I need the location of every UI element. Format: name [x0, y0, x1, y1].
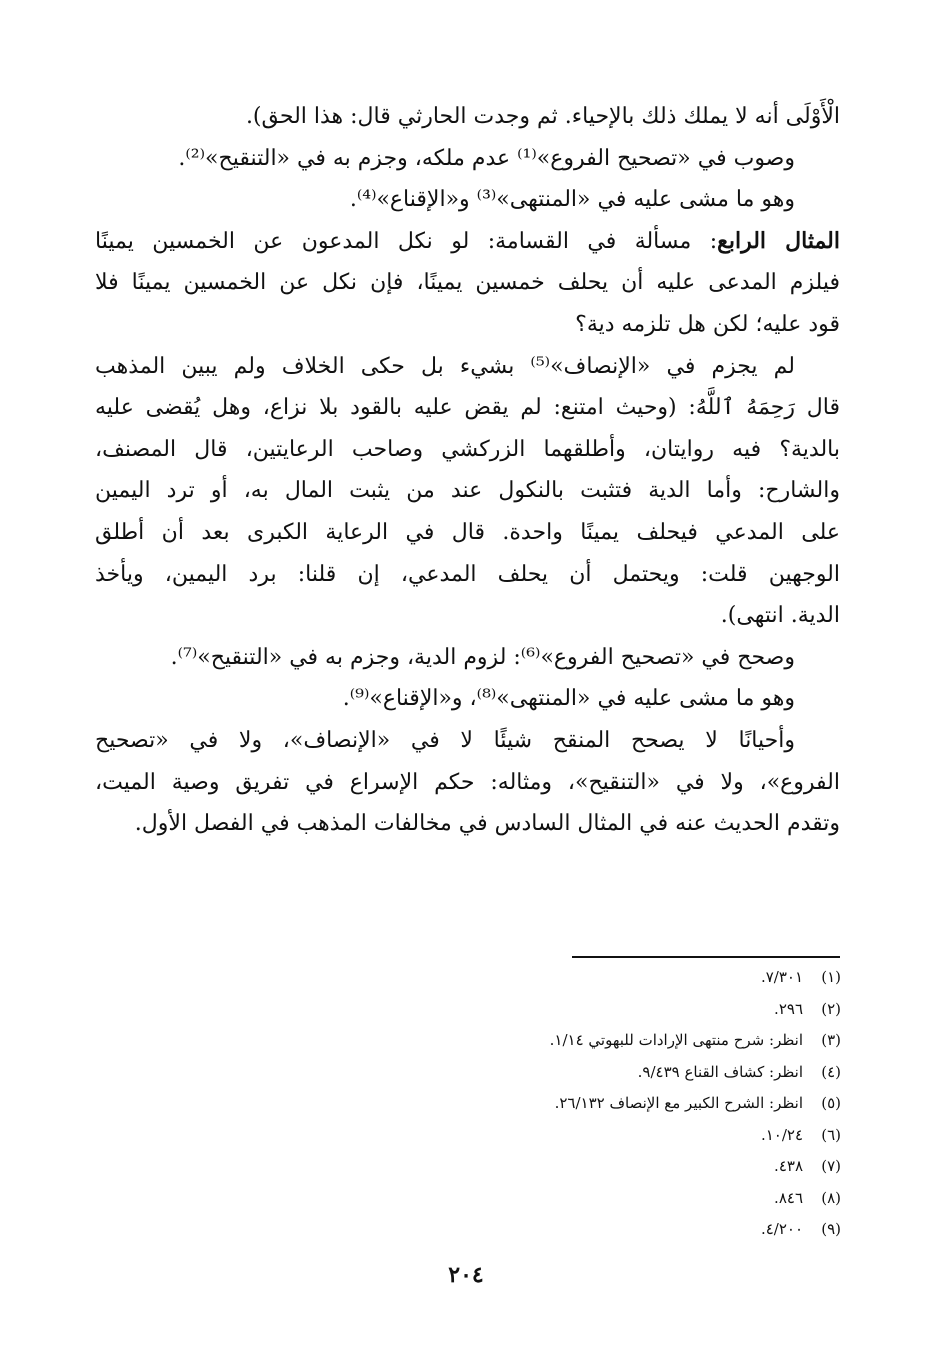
footnote-text: انظر: الشرح الكبير مع الإنصاف ٢٦/١٣٢. [554, 1094, 803, 1112]
paragraph-line [95, 595, 840, 637]
line-text: الدية. انتهى). [720, 603, 840, 629]
line-text: على المدعي فيحلف يمينًا واحدة. قال في الرعاية الكبرى بعد أن أطلق [95, 519, 840, 545]
body-paragraph [95, 637, 840, 679]
paragraph-line [95, 803, 840, 845]
paragraph-line [95, 179, 840, 221]
footnote-text: ١٠/٢٤. [760, 1125, 803, 1144]
footnote-text: ٧/٣٠١. [760, 968, 803, 986]
footnote-divider [572, 956, 840, 958]
paragraph-line [95, 512, 840, 554]
footnote-number: (٨) [821, 1188, 841, 1207]
footnote-item [300, 1120, 841, 1152]
paragraph-line [95, 554, 840, 596]
footnote-item [300, 1214, 841, 1246]
body-paragraph [95, 678, 840, 720]
paragraph-line [95, 429, 840, 471]
paragraph-line [95, 221, 840, 263]
line-text: : مسألة في القسامة: لو نكل المدعون عن الخمسين يمينًا [95, 228, 718, 254]
body-paragraph [95, 179, 840, 221]
body-paragraph [95, 346, 840, 637]
footnote-number: (١) [821, 968, 841, 986]
line-text: وصوب في «تصحيح الفروع»⁽¹⁾ عدم ملكه، وجزم به في «التنقيح»⁽²⁾. [178, 145, 795, 171]
footnote-number: (٥) [821, 1094, 841, 1112]
paragraph-line [95, 470, 840, 512]
footnote-item [300, 994, 841, 1026]
paragraph-line [95, 678, 840, 720]
footnote-item [300, 1025, 841, 1057]
body-paragraph [95, 221, 840, 346]
line-text: بالدية؟ فيه روايتان، وأطلقهما الزركشي وصاحب الرعايتين، قال المصنف، [95, 436, 840, 462]
footnote-text: ٤٣٨. [774, 1157, 803, 1175]
footnote-item [300, 1088, 841, 1120]
paragraph-line [95, 762, 840, 804]
footnote-text: ٢٩٦. [774, 999, 803, 1018]
paragraph-line [95, 387, 840, 429]
line-text: لم يجزم في «الإنصاف»⁽⁵⁾ بشيء بل حكى الخلاف ولم يبين المذهب [95, 353, 795, 379]
footnote-text: ٤/٢٠٠. [760, 1220, 803, 1238]
line-text: وصحح في «تصحيح الفروع»⁽⁶⁾: لزوم الدية، وجزم به في «التنقيح»⁽⁷⁾. [170, 644, 795, 670]
line-text: وأحيانًا لا يصحح المنقح شيئًا لا في «الإنصاف»، ولا في «تصحيح [95, 727, 795, 753]
line-text: وهو ما مشى عليه في «المنتهى»⁽³⁾ و«الإقناع»⁽⁴⁾. [349, 187, 795, 213]
line-text: الفروع»، ولا في «التنقيح»، ومثاله: حكم الإسراع في تفريق وصية الميت، [95, 769, 840, 795]
footnote-text: انظر: كشاف القناع ٩/٤٣٩. [637, 1062, 803, 1081]
footnote-number: (٤) [821, 1062, 841, 1081]
paragraph-line [95, 304, 840, 346]
section-lead-heading: المثال الرابع [717, 227, 840, 254]
line-text: الْأَوْلَى أنه لا يملك ذلك بالإحياء. ثم وجدت الحارثي قال: هذا الحق). [245, 104, 840, 129]
paragraph-line [95, 637, 840, 679]
footnote-number: (٣) [821, 1031, 841, 1049]
body-paragraph [95, 138, 840, 180]
footnote-item [300, 962, 841, 994]
paragraph-line [95, 262, 840, 304]
body-paragraph [95, 96, 840, 138]
footnote-item [300, 1151, 841, 1183]
line-text: وهو ما مشى عليه في «المنتهى»⁽⁸⁾، و«الإقناع»⁽⁹⁾. [342, 686, 795, 712]
paragraph-line [95, 720, 840, 762]
footnote-number: (٩) [821, 1220, 841, 1238]
line-text: وتقدم الحديث عنه في المثال السادس في مخالفات المذهب في الفصل الأول. [134, 811, 840, 837]
line-text: فيلزم المدعى عليه أن يحلف خمسين يمينًا، فإن نكل عن الخمسين يمينًا فلا [95, 270, 840, 296]
paragraph-line [95, 96, 840, 138]
footnote-number: (٦) [821, 1125, 841, 1144]
paragraph-line [95, 138, 840, 180]
footnote-text: ٨٤٦. [774, 1188, 803, 1207]
body-paragraph [95, 720, 840, 845]
line-text: الوجهين قلت: ويحتمل أن يحلف المدعي، إن قلنا: برد اليمين، ويأخذ [95, 561, 840, 587]
line-text: والشارح: وأما الدية فتثبت بالنكول عند من يثبت المال به، أو ترد اليمين [95, 478, 840, 504]
line-text: قال رَحِمَهُ ٱللَّهُ: (وحيث امتنع: لم يقض عليه بالقود بلا نزاع، وهل يُقضى عليه [95, 395, 840, 421]
line-text: قود عليه؛ لكن هل تلزمه دية؟ [575, 311, 840, 337]
page-number: ٢٠٤ [448, 1262, 484, 1288]
footnote-number: (٢) [821, 999, 841, 1018]
footnote-text: انظر: شرح منتهى الإرادات للبهوتي ١/١٤. [549, 1031, 803, 1049]
paragraph-line [95, 346, 840, 388]
footnote-item [300, 1057, 841, 1089]
footnote-number: (٧) [821, 1157, 841, 1175]
footnote-item [300, 1183, 841, 1215]
page-body [95, 96, 840, 845]
footnotes-list [300, 962, 841, 1246]
